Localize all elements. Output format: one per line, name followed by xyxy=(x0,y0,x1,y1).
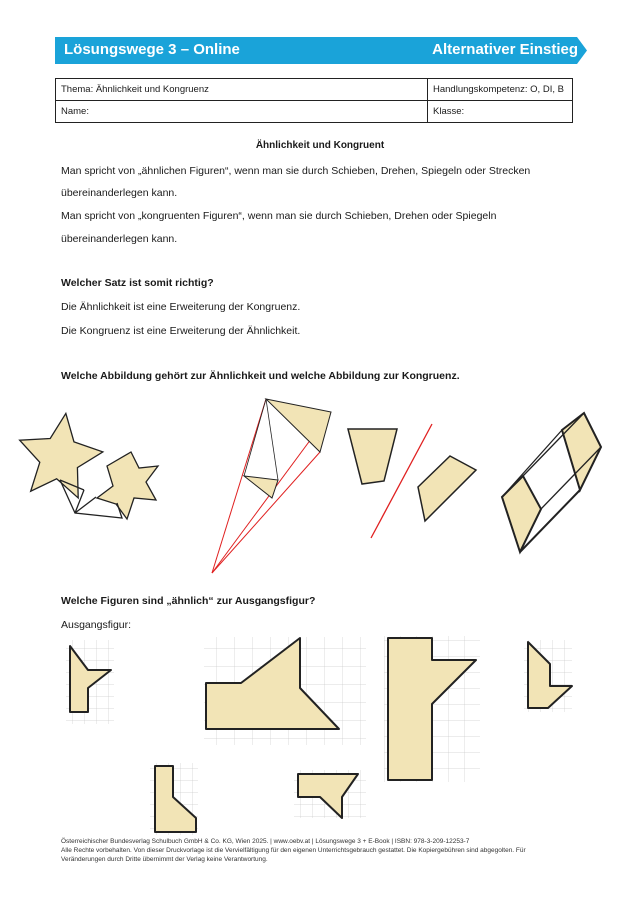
name-field[interactable]: Name: xyxy=(56,101,428,123)
candidate-figure-large xyxy=(204,637,366,745)
intro-line-3: Man spricht von „kongruenten Figuren“, wenn man sie durch Schieben, Drehen oder Spiegeln xyxy=(61,210,497,222)
small-triangle xyxy=(244,476,278,498)
worksheet-title: Ähnlichkeit und Kongruent xyxy=(255,140,385,151)
option-2[interactable]: Die Kongruenz ist eine Erweiterung der Ähnlichkeit. xyxy=(61,325,301,337)
star-left xyxy=(13,408,108,501)
topic-cell: Thema: Ähnlichkeit und Kongruenz xyxy=(56,79,428,101)
option-1[interactable]: Die Ähnlichkeit ist eine Erweiterung der Kongruenz. xyxy=(61,301,301,313)
banner-subtitle: Alternativer Einstieg xyxy=(432,41,578,58)
footer-line-2: Alle Rechte vorbehalten. Von dieser Druckvorlage ist die Vervielfältigung für den eigenen Unterrichtsgebrauch gestattet. Die Kopiergebühren sind abgegolten. Für xyxy=(61,847,526,854)
footer-line-1: Österreichischer Bundesverlag Schulbuch GmbH & Co. KG, Wien 2025. | www.oebv.at | Lösungswege 3 + E-Book | ISBN: 978-3-209-12253-7 xyxy=(61,838,470,845)
question-1: Welcher Satz ist somit richtig? xyxy=(61,277,214,289)
reflection-figure xyxy=(348,424,476,538)
candidate-figure-bottom-middle xyxy=(294,770,366,818)
star-right xyxy=(97,452,158,519)
competence-cell: Handlungskompetenz: O, DI, B xyxy=(428,79,573,101)
start-figure-label: Ausgangsfigur: xyxy=(61,619,132,631)
translation-figure xyxy=(502,413,601,552)
candidate-figure-small xyxy=(524,640,572,712)
banner xyxy=(55,37,587,64)
footer-line-3: Veränderungen durch Dritte übernimmt der Verlag keine Verantwortung. xyxy=(61,856,268,863)
candidate-figure-bottom-left xyxy=(150,763,198,835)
intro-line-1: Man spricht von „ähnlichen Figuren“, wenn man sie durch Schieben, Drehen, Spiegeln oder Strecken xyxy=(61,165,531,177)
projection-figure xyxy=(212,399,331,573)
star-connector-lines xyxy=(60,480,122,518)
stars-figure xyxy=(13,408,158,519)
front-face xyxy=(502,476,541,552)
header-table xyxy=(55,78,573,123)
start-figure xyxy=(66,640,114,724)
back-face xyxy=(562,413,601,490)
intro-line-4: übereinanderlegen kann. xyxy=(61,233,178,245)
large-triangle xyxy=(266,399,331,452)
candidate-figure-tall xyxy=(384,636,480,782)
footer xyxy=(61,837,581,864)
question-2: Welche Abbildung gehört zur Ähnlichkeit und welche Abbildung zur Kongruenz. xyxy=(61,370,460,382)
class-field[interactable]: Klasse: xyxy=(428,101,573,123)
mirrored-quadrilateral xyxy=(418,456,476,521)
original-quadrilateral xyxy=(348,429,397,484)
intro-line-2: übereinanderlegen kann. xyxy=(61,187,178,199)
mirror-axis xyxy=(371,424,432,538)
question-3: Welche Figuren sind „ähnlich“ zur Ausgangsfigur? xyxy=(61,595,316,607)
banner-title: Lösungswege 3 – Online xyxy=(64,41,240,58)
